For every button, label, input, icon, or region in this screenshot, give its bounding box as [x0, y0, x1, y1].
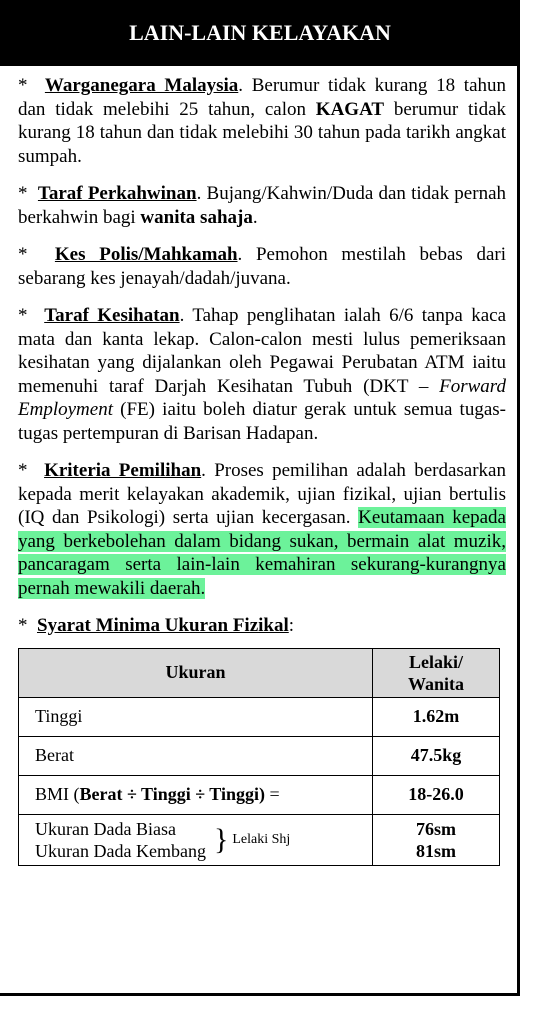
row-label: Tinggi	[19, 697, 373, 736]
table-header-row	[19, 648, 500, 697]
warganegara-heading: Warganegara Malaysia	[44, 75, 239, 96]
bmi-label	[19, 775, 373, 814]
dada-kembang-value: 81sm	[416, 840, 456, 861]
kagat-text: KAGAT	[315, 98, 385, 120]
table-row	[19, 736, 500, 775]
row-label: Berat	[19, 736, 373, 775]
warganegara-paragraph	[18, 74, 506, 168]
bullet: *	[18, 183, 28, 204]
kriteria-paragraph	[18, 459, 506, 600]
bmi-equals: =	[264, 783, 280, 804]
dada-kembang-label: Ukuran Dada Kembang	[35, 840, 206, 861]
kesihatan-text-2: (FE) iaitu boleh diatur gerak untuk semua tugas-tugas pertempuran di Barisan Hadapan.	[18, 399, 506, 444]
wanita-sahaja-text: wanita sahaja	[140, 206, 253, 228]
colon: :	[288, 615, 295, 636]
bullet: *	[18, 244, 28, 265]
kriteria-text: . Proses pemilihan adalah berdasarkan kepada merit kelayakan akademik, ujian fizikal, ujian bertulis (IQ dan Psikologi) serta ujian kecergasan.	[18, 460, 506, 528]
row-value: 47.5kg	[373, 736, 500, 775]
table-row	[19, 814, 500, 865]
bullet: *	[18, 615, 28, 636]
syarat-heading-line	[18, 614, 506, 638]
forward-employment-text: Forward Employment	[18, 375, 506, 420]
dada-biasa-value: 76sm	[416, 818, 456, 839]
brace-symbol: }	[213, 822, 229, 856]
polis-paragraph	[18, 243, 506, 290]
table-row	[19, 775, 500, 814]
physical-requirements-table	[18, 648, 500, 866]
perkahwinan-text: . Bujang/Kahwin/Duda dan tidak pernah berkahwin bagi	[18, 183, 507, 228]
row-value: 1.62m	[373, 697, 500, 736]
kriteria-heading: Kriteria Pemilihan	[44, 460, 202, 481]
dada-label	[19, 814, 373, 865]
warganegara-text: . Berumur tidak kurang 18 tahun dan tidak melebihi 25 tahun, calon	[18, 75, 507, 120]
dada-biasa-label: Ukuran Dada Biasa	[35, 818, 176, 839]
syarat-heading: Syarat Minima Ukuran Fizikal	[37, 615, 289, 636]
highlighted-text: Keutamaan kepada yang berkebolehan dalam bidang sukan, bermain alat muzik, pancaragam serta lain-lain kemahiran sekurang-kurangnya pernah mewakili daerah.	[18, 507, 506, 599]
page-title: LAIN-LAIN KELAYAKAN	[0, 0, 520, 66]
perkahwinan-paragraph	[18, 182, 506, 229]
kesihatan-text: . Tahap penglihatan ialah 6/6 tanpa kaca mata dan kanta lekap. Calon-calon mesti lulus pemeriksaan kesihatan yang dijalankan oleh Pegawai Perubatan ATM iaitu memenuhi taraf Darjah Kesihatan Tubuh (DKT –	[18, 305, 507, 397]
table-row	[19, 697, 500, 736]
perkahwinan-text-2: .	[252, 206, 258, 228]
header-lelaki-wanita	[373, 648, 500, 697]
kesihatan-paragraph	[18, 304, 506, 445]
kesihatan-heading: Taraf Kesihatan	[44, 305, 180, 326]
bullet: *	[18, 305, 28, 326]
content	[18, 74, 506, 866]
lelaki-shj-note: Lelaki Shj	[232, 831, 291, 847]
bullet: *	[18, 460, 28, 481]
polis-heading: Kes Polis/Mahkamah	[54, 244, 238, 265]
dada-values	[373, 814, 500, 865]
header-wanita: Wanita	[407, 673, 464, 694]
bmi-value: 18-26.0	[373, 775, 500, 814]
header-ukuran: Ukuran	[19, 648, 373, 697]
header-lelaki: Lelaki/	[408, 651, 463, 672]
polis-text: . Pemohon mestilah bebas dari sebarang kes jenayah/dadah/juvana.	[18, 244, 507, 289]
warganegara-text-2: berumur tidak kurang 18 tahun dan tidak melebihi 30 tahun pada tarikh angkat sumpah.	[18, 98, 507, 167]
bmi-formula: Berat ÷ Tinggi ÷ Tinggi)	[79, 783, 265, 804]
perkahwinan-heading: Taraf Perkahwinan	[37, 183, 197, 204]
bullet: *	[18, 75, 28, 96]
bmi-prefix: BMI (	[35, 783, 80, 804]
